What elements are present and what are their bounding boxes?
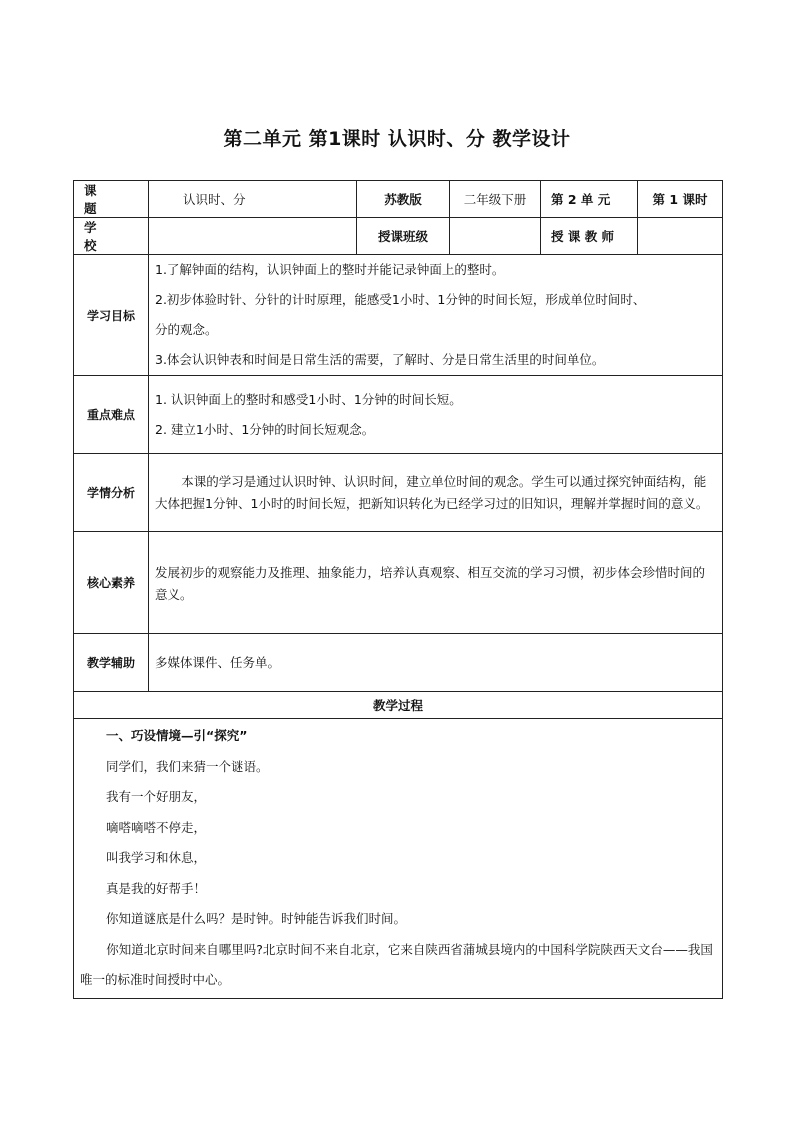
- literacy-text: 发展初步的观察能力及推理、抽象能力，培养认真观察、相互交流的学习习惯，初步体会珍惜时间的意义。: [155, 565, 706, 602]
- process-line: 叫我学习和休息，: [106, 850, 207, 865]
- publisher-cell: 苏教版: [357, 181, 450, 218]
- process-line: 同学们，我们来猜一个谜语。: [106, 758, 269, 774]
- section-row-literacy: [74, 532, 723, 634]
- teacher-label: 授 课 教 师: [541, 218, 638, 255]
- keypoints-content: [149, 376, 723, 454]
- school-label: 学 校: [74, 218, 149, 255]
- aids-content: [149, 634, 723, 692]
- process-content-row: [74, 719, 723, 999]
- keypoint-line: 1. 认识钟面上的整时和感受1小时、1分钟的时间长短。: [155, 391, 462, 407]
- page-title: 第二单元 第1课时 认识时、分 教学设计: [223, 128, 571, 150]
- objectives-label: 学习目标: [74, 255, 149, 376]
- process-content: [74, 719, 723, 999]
- topic-label: 课 题: [74, 181, 149, 218]
- aids-text: 多媒体课件、任务单。: [155, 654, 281, 670]
- header-row-school: [74, 218, 723, 255]
- process-line: 你知道谜底是什么吗？是时钟。时钟能告诉我们时间。: [106, 911, 407, 926]
- objectives-content: [149, 255, 723, 376]
- topic-value: 认识时、分: [149, 181, 357, 218]
- section-row-objectives: [74, 255, 723, 376]
- header-row-topic: [74, 181, 723, 218]
- aids-label: 教学辅助: [74, 634, 149, 692]
- objective-line: 2.初步体验时针、分针的计时原理，能感受1小时、1分钟的时间长短，形成单位时间时、: [155, 292, 646, 307]
- section-row-keypoints: [74, 376, 723, 454]
- keypoints-label: 重点难点: [74, 376, 149, 454]
- lesson-plan-table: [73, 180, 723, 999]
- process-line: 我有一个好朋友，: [106, 789, 207, 804]
- keypoint-line: 2. 建立1小时、1分钟的时间长短观念。: [155, 421, 375, 437]
- analysis-label: 学情分析: [74, 454, 149, 532]
- process-line: 嘀嗒嘀嗒不停走，: [106, 819, 207, 835]
- literacy-content: [149, 532, 723, 634]
- lesson-number-cell: 第 1 课时: [638, 181, 723, 218]
- section-row-aids: [74, 634, 723, 692]
- analysis-text: 本课的学习是通过认识时钟、认识时间，建立单位时间的观念。学生可以通过探究钟面结构，能大体把握1分钟、1小时的时间长短，把新知识转化为已经学习过的旧知识，理解并掌握时间的意义。: [155, 473, 709, 511]
- objective-line: 分的观念。: [155, 322, 218, 337]
- class-label: 授课班级: [357, 218, 450, 255]
- process-heading-row: [74, 692, 723, 719]
- literacy-label: 核心素养: [74, 532, 149, 634]
- grade-cell: 二年级下册: [450, 181, 541, 218]
- process-step-heading: 一、巧设情境—引“探究”: [106, 728, 248, 743]
- process-line: 真是我的好帮手！: [106, 880, 207, 896]
- class-value: [450, 218, 541, 255]
- analysis-content: [149, 454, 723, 532]
- process-paragraph: 你知道北京时间来自哪里吗?北京时间不来自北京，它来自陕西省蒲城县境内的中国科学院陕西天文台——我国唯一的标准时间授时中心。: [80, 941, 713, 987]
- school-value: [149, 218, 357, 255]
- unit-cell: 第 2 单 元: [541, 181, 638, 218]
- objective-line: 1.了解钟面的结构，认识钟面上的整时并能记录钟面上的整时。: [155, 262, 505, 277]
- objective-line: 3.体会认识钟表和时间是日常生活的需要，了解时、分是日常生活里的时间单位。: [155, 352, 605, 367]
- teacher-value: [638, 218, 723, 255]
- process-heading: 教学过程: [74, 692, 723, 719]
- section-row-analysis: [74, 454, 723, 532]
